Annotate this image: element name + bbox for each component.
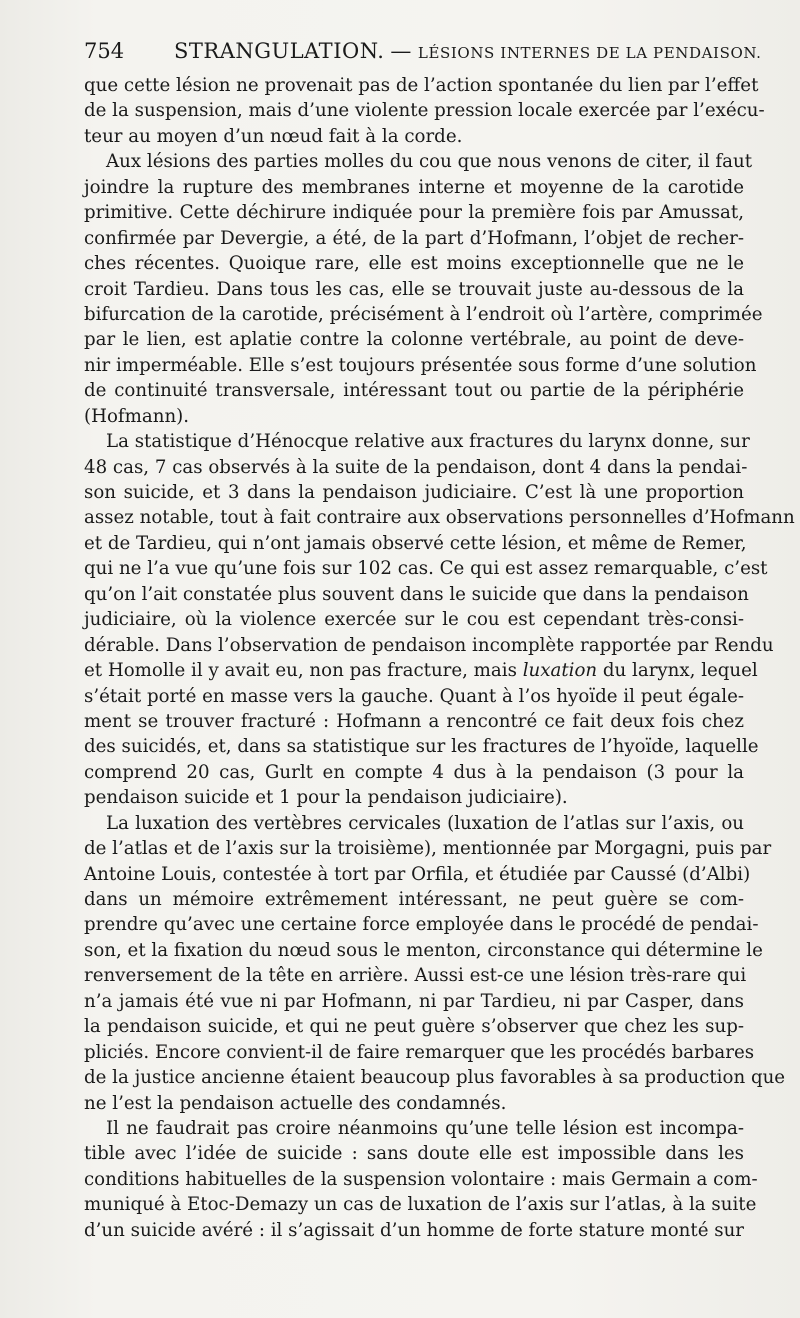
text-line: Antoine Louis, contestée à tort par Orfila, et étudiée par Caussé (d’Albi): [84, 863, 751, 885]
text-line: 48 cas, 7 cas observés à la suite de la pendaison, dont 4 dans la pendai-: [84, 456, 748, 478]
text-line: primitive. Cette déchirure indiquée pour la première fois par Amussat,: [84, 202, 744, 224]
text-line: qu’on l’ait constatée plus souvent dans le suicide que dans la pendaison: [84, 583, 749, 605]
text-line: judiciaire, où la violence exercée sur le cou est cependant très-consi-: [84, 609, 744, 631]
text-line: ne l’est la pendaison actuelle des condamnés.: [84, 1092, 507, 1114]
text-line: nir imperméable. Elle s’est toujours présentée sous forme d’une solution: [84, 354, 757, 376]
text-line: n’a jamais été vue ni par Hofmann, ni par Tardieu, ni par Casper, dans: [84, 990, 744, 1012]
text-line: d’un suicide avéré : il s’agissait d’un homme de forte stature monté sur: [84, 1219, 744, 1241]
text-line: dans un mémoire extrêmement intéressant, ne peut guère se com-: [84, 889, 744, 910]
page-number: 754: [84, 39, 125, 63]
text-line: confirmée par Devergie, a été, de la part d’Hofmann, l’objet de recher-: [84, 227, 744, 249]
text-line: et de Tardieu, qui n’ont jamais observé cette lésion, et même de Remer,: [84, 532, 747, 554]
text-line: conditions habituelles de la suspension volontaire : mais Germain a com-: [84, 1168, 758, 1190]
emphasis: luxation: [522, 660, 598, 682]
text-line: ches récentes. Quoique rare, elle est moins exceptionnelle que ne le: [84, 253, 744, 275]
text-line: joindre la rupture des membranes interne et moyenne de la carotide: [84, 176, 744, 198]
text-line: pliciés. Encore convient-il de faire remarquer que les procédés barbares: [84, 1041, 755, 1063]
text-line: son, et la fixation du nœud sous le menton, circonstance qui détermine le: [84, 939, 763, 961]
text-line: et Homolle il y avait eu, non pas fracture, mais luxation du larynx, lequel: [84, 660, 758, 682]
text-line: Il ne faudrait pas croire néanmoins qu’une telle lésion est incompa-: [106, 1117, 744, 1139]
text-line: que cette lésion ne provenait pas de l’action spontanée du lien par l’effet: [84, 75, 759, 96]
text-line: dérable. Dans l’observation de pendaison incomplète rapportée par Rendu: [84, 634, 774, 656]
text-line: muniqué à Etoc-Demazy un cas de luxation de l’axis sur l’atlas, à la suite: [84, 1194, 757, 1216]
text-line: de continuité transversale, intéressant tout ou partie de la périphérie: [84, 380, 744, 402]
text-line: comprend 20 cas, Gurlt en compte 4 dus à la pendaison (3 pour la: [84, 761, 744, 783]
text-line: pendaison suicide et 1 pour la pendaison judiciaire).: [84, 787, 568, 809]
text-line: tible avec l’idée de suicide : sans doute elle est impossible dans les: [84, 1143, 744, 1165]
text-line: de la suspension, mais d’une violente pression locale exercée par l’exécu-: [84, 100, 765, 122]
chapter-title: STRANGULATION.: [174, 39, 385, 63]
text-line: qui ne l’a vue qu’une fois sur 102 cas. Ce qui est assez remarquable, c’est: [84, 558, 768, 580]
text-line: La statistique d’Hénocque relative aux fractures du larynx donne, sur: [106, 431, 750, 453]
section-subtitle: LÉSIONS INTERNES DE LA PENDAISON.: [417, 44, 762, 62]
text-line: par le lien, est aplatie contre la colonne vertébrale, au point de deve-: [84, 329, 744, 351]
text-line: la pendaison suicide, et qui ne peut guère s’observer que chez les sup-: [84, 1016, 744, 1038]
text-line: ment se trouver fracturé : Hofmann a rencontré ce fait deux fois chez: [84, 710, 744, 732]
text-line: son suicide, et 3 dans la pendaison judiciaire. C’est là une proportion: [84, 482, 744, 503]
text-line: teur au moyen d’un nœud fait à la corde.: [84, 125, 463, 147]
body-text: [84, 73, 795, 1243]
text-line: assez notable, tout à fait contraire aux observations personnelles d’Hofmann: [84, 507, 795, 529]
text-line: renversement de la tête en arrière. Aussi est-ce une lésion très-rare qui: [84, 965, 747, 987]
text-line: des suicidés, et, dans sa statistique sur les fractures de l’hyoïde, laquelle: [84, 736, 759, 758]
text-line: prendre qu’avec une certaine force employée dans le procédé de pendai-: [84, 914, 759, 936]
running-header: [84, 36, 762, 66]
text-line: bifurcation de la carotide, précisément à l’endroit où l’artère, comprimée: [84, 303, 763, 325]
text-line: de l’atlas et de l’axis sur la troisième), mentionnée par Morgagni, puis par: [84, 838, 772, 860]
text-line: (Hofmann).: [84, 405, 190, 427]
text-line: croit Tardieu. Dans tous les cas, elle se trouvait juste au-dessous de la: [84, 278, 744, 300]
running-title: [174, 36, 761, 68]
text-line: de la justice ancienne étaient beaucoup plus favorables à sa production que: [84, 1067, 786, 1089]
text-line: La luxation des vertèbres cervicales (luxation de l’atlas sur l’axis, ou: [106, 812, 744, 834]
text-line: Aux lésions des parties molles du cou que nous venons de citer, il faut: [106, 151, 753, 173]
text-line: s’était porté en masse vers la gauche. Quant à l’os hyoïde il peut égale-: [84, 685, 744, 707]
title-separator: —: [390, 39, 412, 63]
